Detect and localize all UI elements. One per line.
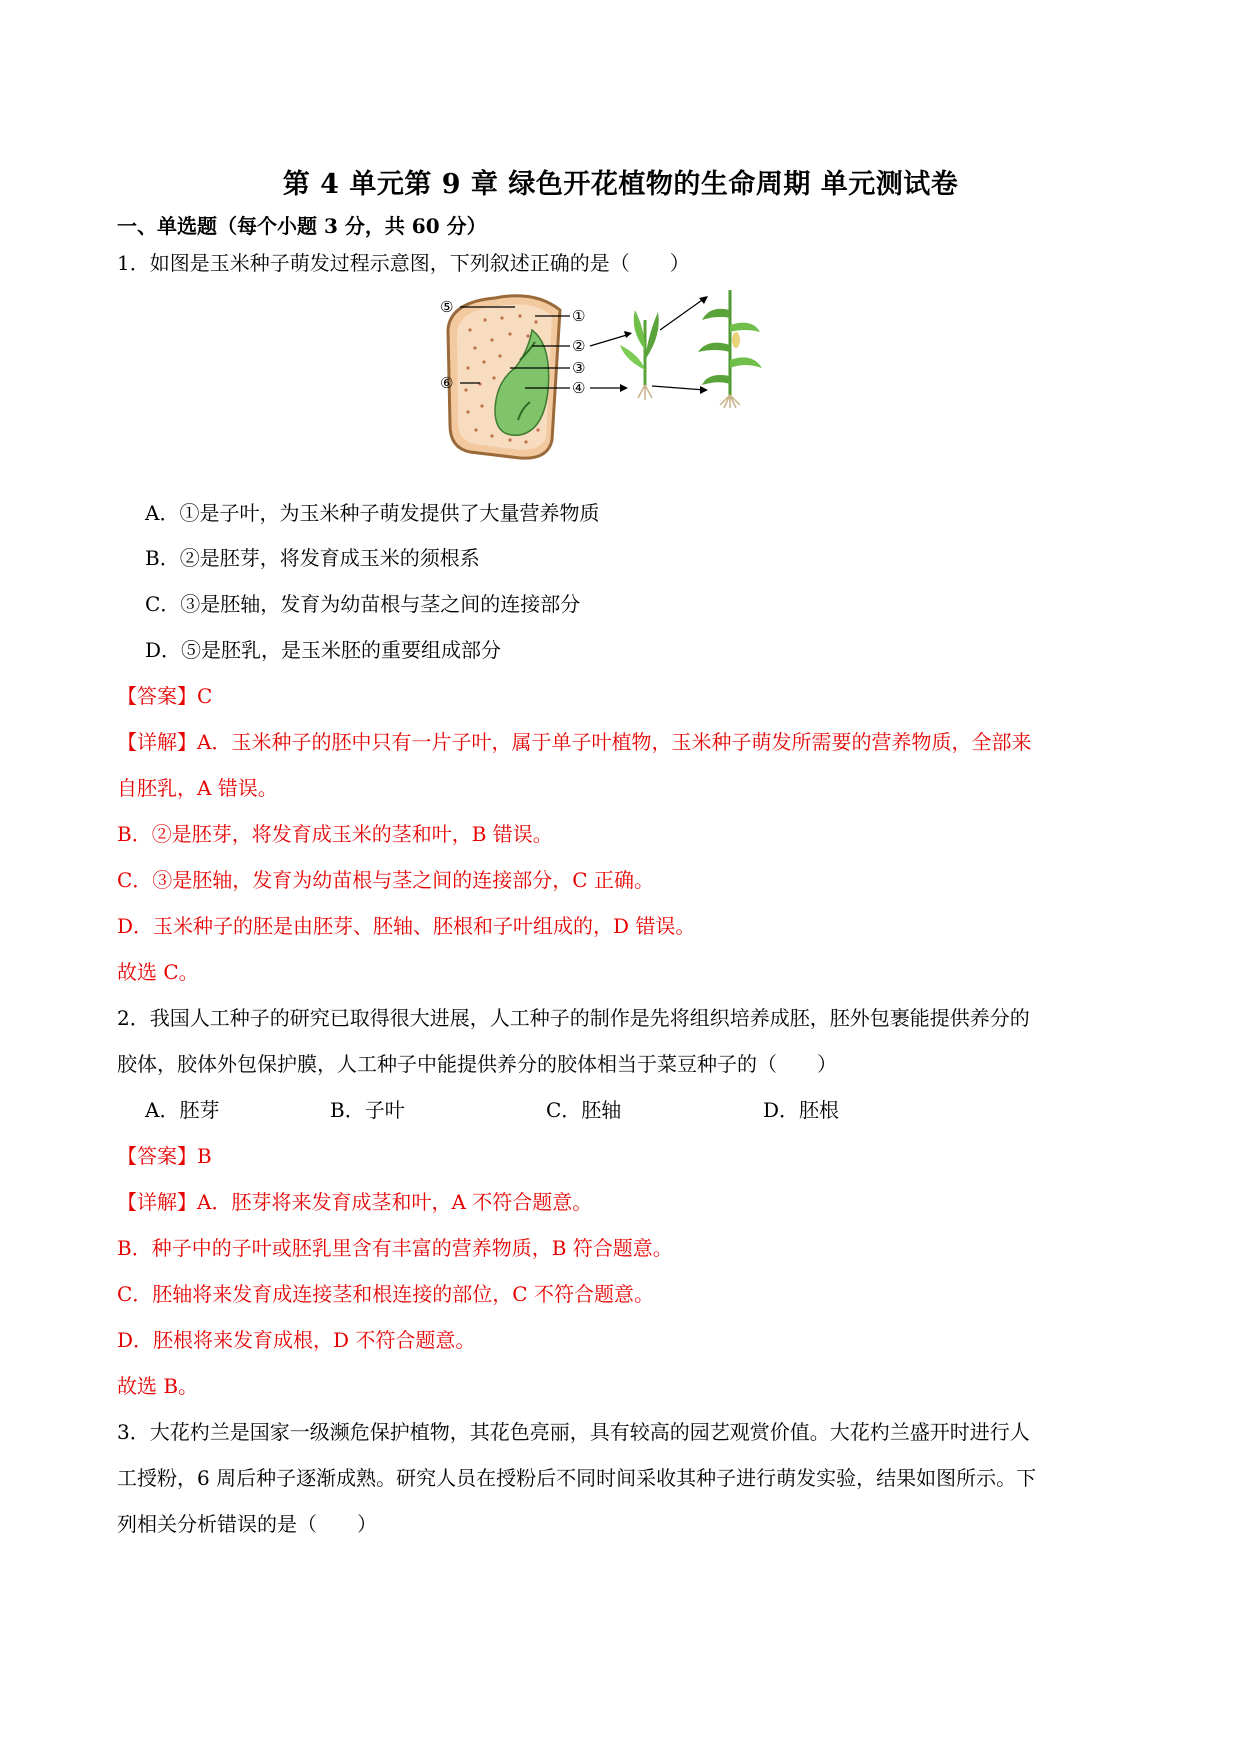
q1-detail-text-1: A．玉米种子的胚中只有一片子叶，属于单子叶植物，玉米种子萌发所需要的营养物质，全部来	[197, 730, 1032, 754]
q2-detail-line-3: C．胚轴将来发育成连接茎和根连接的部位，C 不符合题意。	[117, 1282, 654, 1306]
q2-option-a: A．胚芽	[145, 1098, 220, 1122]
q1-option-b: B．②是胚芽，将发育成玉米的须根系	[145, 546, 480, 570]
label-6: ⑥	[440, 374, 454, 392]
q2-option-d: D．胚根	[763, 1098, 840, 1122]
question-1-stem: 1．如图是玉米种子萌发过程示意图，下列叙述正确的是（ ）	[117, 251, 690, 275]
q2-answer-value: B	[197, 1144, 212, 1168]
q1-detail-line-1	[117, 728, 1031, 756]
section-heading: 一、单选题（每个小题 3 分，共 60 分）	[117, 214, 487, 238]
q2-detail-label: 【详解】	[117, 1190, 197, 1214]
label-4: ④	[572, 379, 586, 397]
q1-detail-line-5: D．玉米种子的胚是由胚芽、胚轴、胚根和子叶组成的，D 错误。	[117, 914, 696, 938]
q1-detail-line-4: C．③是胚轴，发育为幼苗根与茎之间的连接部分，C 正确。	[117, 868, 654, 892]
label-2: ②	[572, 337, 586, 355]
q1-conclusion: 故选 C。	[117, 960, 199, 984]
label-1: ①	[572, 307, 586, 325]
q2-option-c: C．胚轴	[546, 1098, 622, 1122]
q1-option-c: C．③是胚轴，发育为幼苗根与茎之间的连接部分	[145, 592, 581, 616]
q1-detail-line-3: B．②是胚芽，将发育成玉米的茎和叶，B 错误。	[117, 822, 553, 846]
corn-seed-germination-figure	[440, 290, 805, 470]
q2-answer	[117, 1142, 212, 1170]
q1-answer-label: 【答案】	[117, 684, 197, 708]
q2-detail-text-1: A．胚芽将来发育成茎和叶，A 不符合题意。	[197, 1190, 593, 1214]
label-5: ⑤	[440, 298, 454, 316]
q2-conclusion: 故选 B。	[117, 1374, 199, 1398]
q1-detail-label: 【详解】	[117, 730, 197, 754]
q1-option-d: D．⑤是胚乳，是玉米胚的重要组成部分	[145, 638, 502, 662]
label-3: ③	[572, 359, 586, 377]
q1-answer-value: C	[197, 684, 213, 708]
question-2-stem-2: 胶体，胶体外包保护膜，人工种子中能提供养分的胶体相当于菜豆种子的（ ）	[117, 1052, 837, 1076]
page-title: 第 4 单元第 9 章 绿色开花植物的生命周期 单元测试卷	[282, 169, 959, 200]
q2-detail-line-1	[117, 1188, 592, 1216]
question-3-line-2: 工授粉，6 周后种子逐渐成熟。研究人员在授粉后不同时间采收其种子进行萌发实验，结果如图所示。下	[117, 1466, 1037, 1490]
q2-detail-line-2: B．种子中的子叶或胚乳里含有丰富的营养物质，B 符合题意。	[117, 1236, 673, 1260]
q1-detail-line-2: 自胚乳，A 错误。	[117, 776, 278, 800]
q1-option-a: A．①是子叶，为玉米种子萌发提供了大量营养物质	[145, 501, 600, 525]
question-3-line-1: 3．大花杓兰是国家一级濒危保护植物，其花色亮丽，具有较高的园艺观赏价值。大花杓兰盛开时进行人	[117, 1420, 1030, 1444]
corn-plant-illustration	[698, 290, 762, 408]
q2-answer-label: 【答案】	[117, 1144, 197, 1168]
question-3-line-3: 列相关分析错误的是（ ）	[117, 1512, 377, 1536]
question-2-stem-1: 2．我国人工种子的研究已取得很大进展，人工种子的制作是先将组织培养成胚，胚外包裹能提供养分的	[117, 1006, 1030, 1030]
q1-answer	[117, 682, 212, 710]
q2-detail-line-4: D．胚根将来发育成根，D 不符合题意。	[117, 1328, 476, 1352]
q2-option-b: B．子叶	[330, 1098, 405, 1122]
